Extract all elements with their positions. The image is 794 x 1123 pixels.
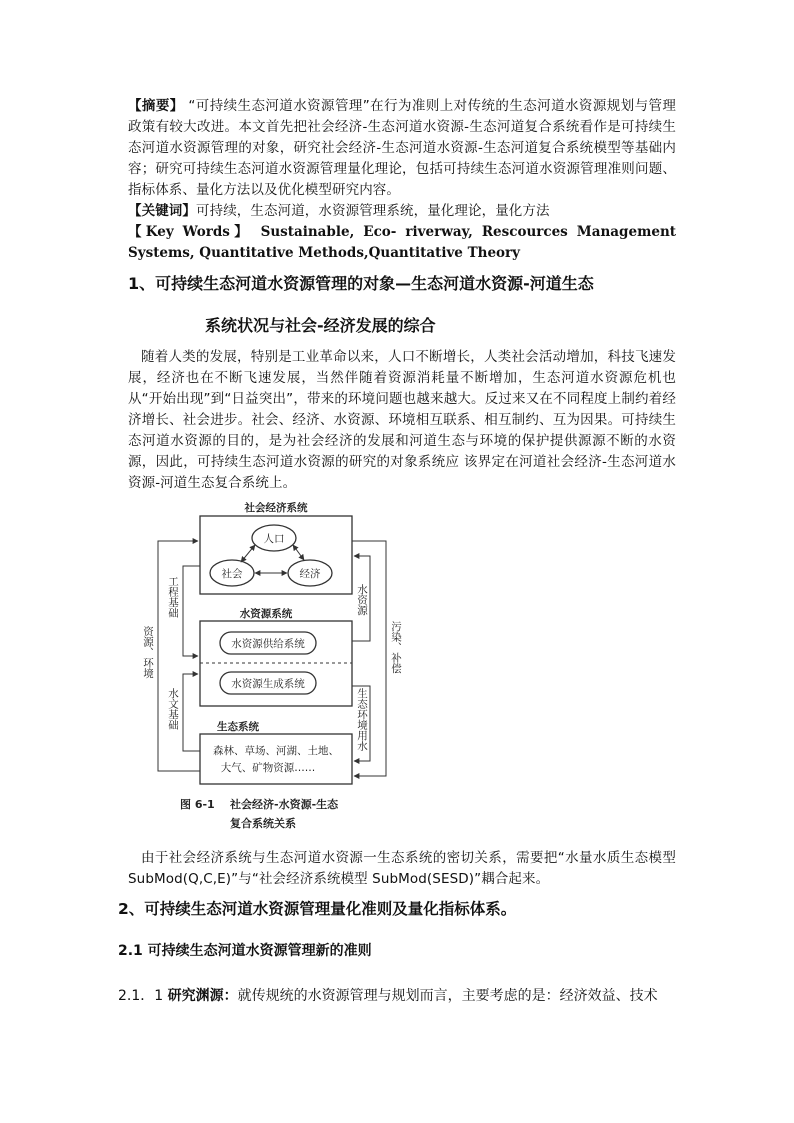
label-left-bottom: 水文基础 bbox=[167, 688, 179, 730]
water-supply-label: 水资源供给系统 bbox=[231, 638, 305, 650]
social-economic-box bbox=[200, 516, 352, 594]
node-economy-label: 经济 bbox=[299, 568, 321, 580]
keywords-en-text: Sustainable, Eco- riverway, Rescources Management Systems, Quantitative Methods,Quantitative Theory bbox=[128, 224, 676, 261]
figure-caption-line2: 复合系统关系 bbox=[230, 817, 296, 830]
keywords-en-paragraph bbox=[128, 222, 676, 264]
section2-1-1-text: 就传规统的水资源管理与规划而言，主要考虑的是：经济效益、技术 bbox=[237, 988, 658, 1004]
section2-1-1-label: 研究渊源： bbox=[167, 988, 238, 1004]
section2-1-1-number: 2.1．1 bbox=[118, 988, 164, 1004]
water-resource-title: 水资源系统 bbox=[239, 608, 293, 620]
ecosystem-title: 生态系统 bbox=[217, 721, 259, 733]
ecosystem-box bbox=[200, 734, 352, 784]
social-economic-title: 社会经济系统 bbox=[244, 502, 308, 514]
arrow-left-bottom bbox=[183, 674, 200, 751]
keywords-label: 【关键词】 bbox=[128, 203, 196, 219]
label-right-outer: 污染、补偿 bbox=[390, 621, 402, 674]
figure-caption-line1: 社会经济-水资源-生态 bbox=[230, 798, 339, 811]
node-population-label: 人口 bbox=[263, 533, 285, 545]
water-resource-box bbox=[200, 621, 352, 706]
arrow-left-top bbox=[183, 566, 200, 656]
abstract-text: “可持续生态河道水资源管理”在行为准则上对传统的生态河道水资源规划与管理政策有较大改进。本文首先把社会经济-生态河道水资源-生态河道复合系统看作是可持续生态河道水资源管理的对象，研究社会经济-生态河道水资源-生态河道复合系统模型等基础内容；研究可持续生态河道水资源管理量化理论，包括可持续生态河道水资源管理准则问题、指标体系、量化方法以及优化模型研究内容。 bbox=[128, 98, 676, 198]
label-left-top: 工程基础 bbox=[167, 576, 179, 618]
keywords-paragraph bbox=[128, 201, 676, 222]
section1-paragraph-2: 由于社会经济系统与生态河道水资源一生态系统的密切关系，需要把“水量水质生态模型 SubMod(Q,C,E)”与“社会经济系统模型 SubMod(SESD)”耦合起来。 bbox=[128, 850, 676, 887]
arrow-pop-soc bbox=[241, 545, 255, 562]
label-right-bottom: 生态环境用水 bbox=[356, 688, 368, 751]
node-society-label: 社会 bbox=[221, 568, 243, 580]
section2-1-heading bbox=[118, 940, 372, 962]
figure-caption-number: 图 6-1 bbox=[180, 798, 215, 811]
arrow-pop-eco bbox=[293, 545, 304, 560]
section1-paragraph-1: 随着人类的发展，特别是工业革命以来，人口不断增长，人类社会活动增加，科技飞速发展，经济也在不断飞速发展，当然伴随着资源消耗量不断增加，生态河道水资源危机也从“开始出现”到“日益突出”，带来的环境问题也越来越大。反过来又在不同程度上制约着经济增长、社会进步。社会、经济、水资源、环境相互联系、相互制约、互为因果。可持续生态河道水资源的目的，是为社会经济的发展和河道生态与环境的保护提供源源不断的水资源，因此，可持续生态河道水资源的研究的对象系统应 该界定在河道社会经济-生态河道水资源-河道生态复合系统上。 bbox=[128, 349, 676, 491]
ecosystem-line2: 大气、矿物资源…… bbox=[220, 762, 316, 774]
section1-heading-line2: 系统状况与社会-经济发展的综合 bbox=[205, 316, 436, 335]
water-generation-label: 水资源生成系统 bbox=[231, 678, 305, 690]
abstract-label: 【摘要】 bbox=[128, 98, 184, 114]
section1-heading-line1: 1、可持续生态河道水资源管理的对象—生态河道水资源-河道生态 bbox=[128, 274, 594, 293]
system-relationship-diagram bbox=[128, 496, 418, 841]
label-right-top: 水资源 bbox=[356, 584, 368, 616]
section2-1-text: 2.1 可持续生态河道水资源管理新的准则 bbox=[118, 943, 372, 959]
keywords-text: 可持续，生态河道，水资源管理系统，量化理论，量化方法 bbox=[196, 203, 550, 219]
ecosystem-line1: 森林、草场、河湖、土地、 bbox=[213, 745, 339, 757]
keywords-en-label: 【Key Words】 bbox=[128, 224, 252, 240]
section2-heading: 2、可持续生态河道水资源管理量化准则及量化指标体系。 bbox=[118, 900, 517, 918]
abstract-paragraph bbox=[128, 96, 676, 201]
section2-1-1-paragraph bbox=[118, 985, 678, 1007]
label-left-outer: 资源、环境 bbox=[142, 626, 154, 679]
